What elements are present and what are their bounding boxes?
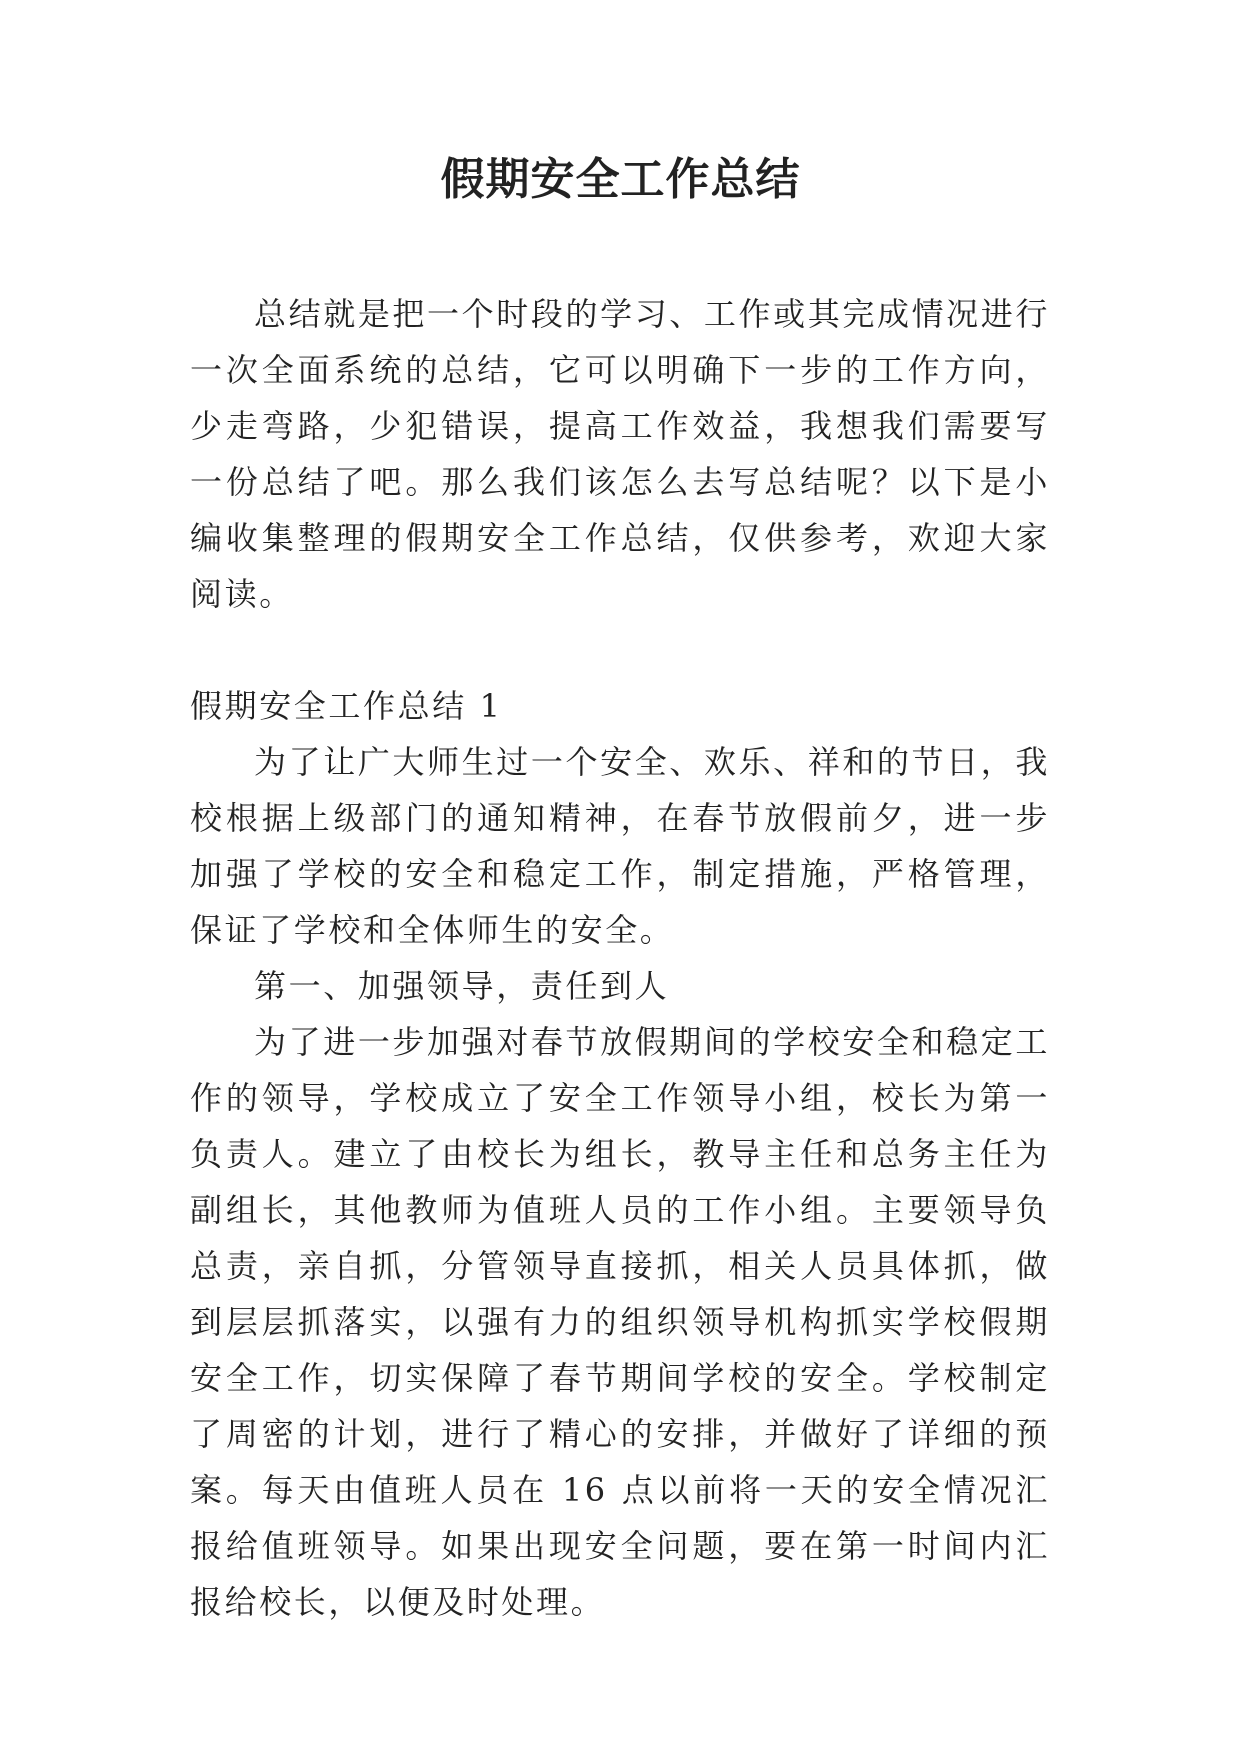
body-paragraph-2: 为了进一步加强对春节放假期间的学校安全和稳定工作的领导，学校成立了安全工作领导小组，校长为第一负责人。建立了由校长为组长，教导主任和总务主任为副组长，其他教师为值班人员的工作小组。主要领导负总责，亲自抓，分管领导直接抓，相关人员具体抓，做到层层抓落实，以强有力的组织领导机构抓实学校假期安全工作，切实保障了春节期间学校的安全。学校制定了周密的计划，进行了精心的安排，并做好了详细的预案。每天由值班人员在 16 点以前将一天的安全情况汇报给值班领导。如果出现安全问题，要在第一时间内汇报给校长，以便及时处理。 [190,1023,1050,1621]
intro-paragraph: 总结就是把一个时段的学习、工作或其完成情况进行一次全面系统的总结，它可以明确下一步的工作方向，少走弯路，少犯错误，提高工作效益，我想我们需要写一份总结了吧。那么我们该怎么去写总结呢？以下是小编收集整理的假期安全工作总结，仅供参考，欢迎大家阅读。 [190,295,1050,613]
paragraph-spacer [190,622,1050,678]
subheading-strengthen-leadership: 第一、加强领导，责任到人 [254,967,670,1005]
document-body [190,286,1050,1630]
body-paragraph-1: 为了让广大师生过一个安全、欢乐、祥和的节日，我校根据上级部门的通知精神，在春节放假前夕，进一步加强了学校的安全和稳定工作，制定措施，严格管理，保证了学校和全体师生的安全。 [190,743,1050,949]
section-heading: 假期安全工作总结 1 [190,687,503,725]
document-title: 假期安全工作总结 [440,154,801,205]
